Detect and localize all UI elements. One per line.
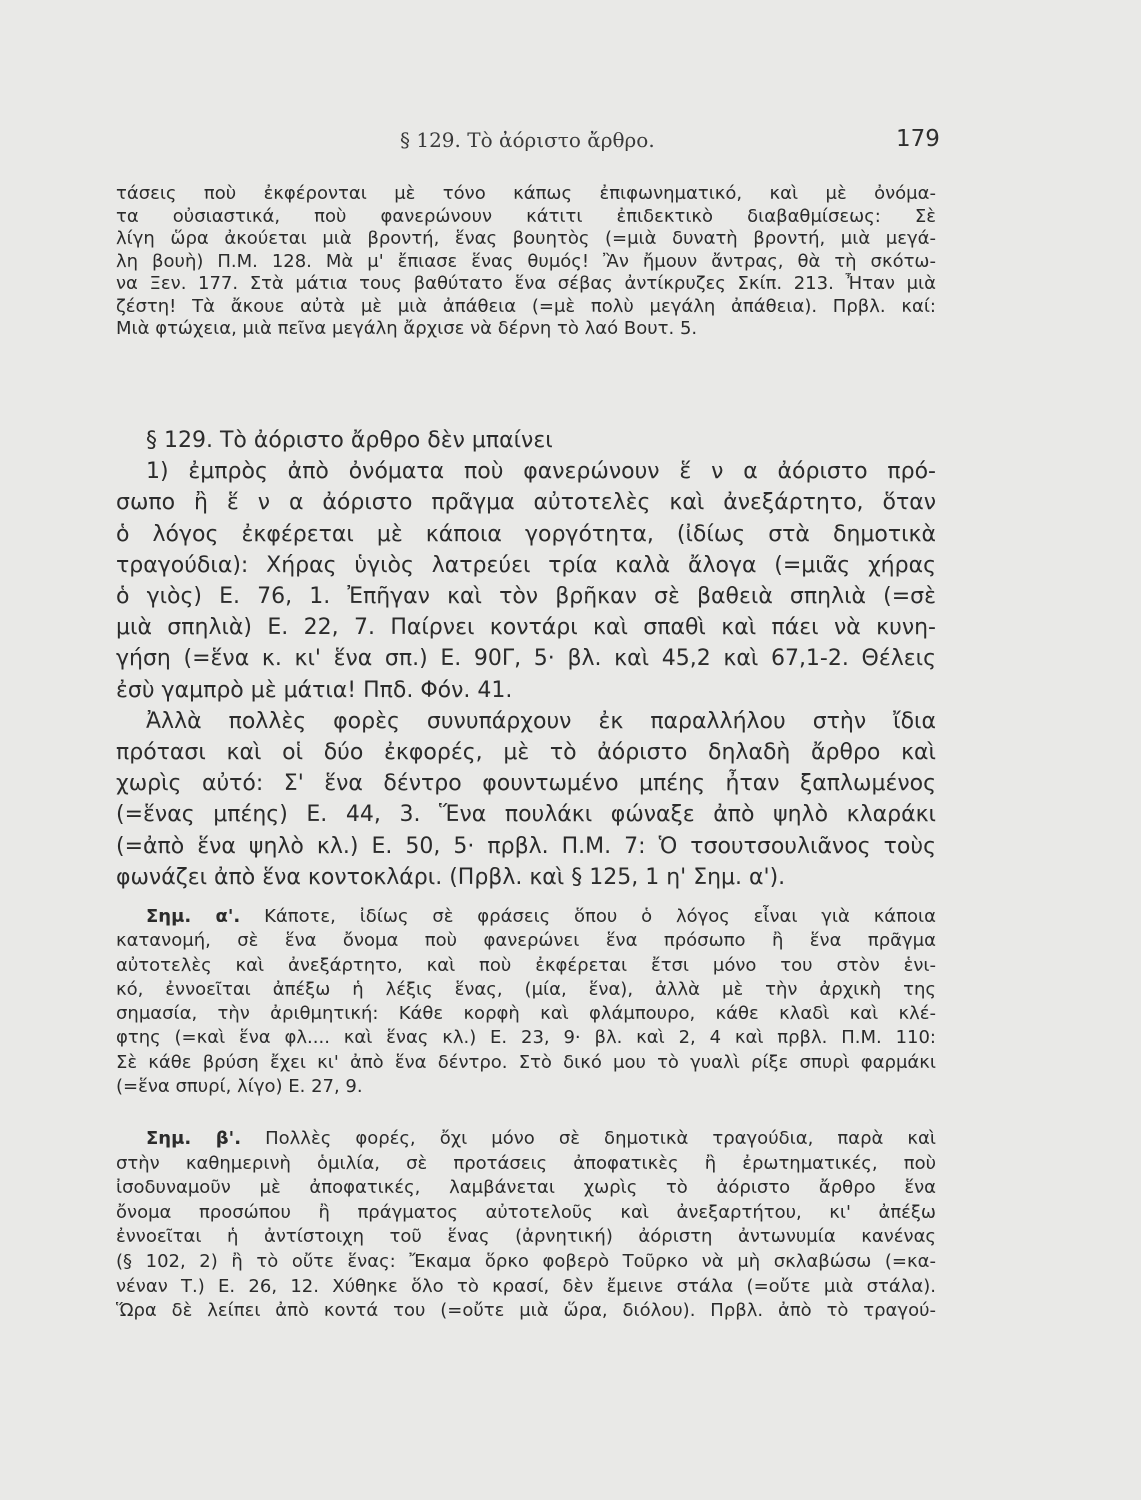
text-line: 1) ἐμπρὸς ἀπὸ ὀνόματα ποὺ φανερώνουν ἕ ν α ἀόριστο πρό- [146, 459, 936, 485]
text-line: ὄνομα προσώπου ἢ πράγματος αὐτοτελοῦς καὶ ἀνεξαρτήτου, κι' ἀπέξω [116, 1201, 936, 1223]
text-line: πρότασι καὶ οἱ δύο ἐκφορές, μὲ τὸ ἀόριστο δηλαδὴ ἄρθρο καὶ [116, 740, 936, 766]
running-header: § 129. Τὸ ἀόριστο ἄρθρο. [400, 128, 655, 152]
note-b-first-text: Πολλὲς φορές, ὄχι μόνο σὲ δημοτικὰ τραγούδια, παρὰ καὶ [265, 1128, 936, 1149]
section-heading [116, 425, 936, 456]
text-line: μιὰ σπηλιὰ) Ε. 22, 7. Παίρνει κοντάρι καὶ σπαθὶ καὶ πάει νὰ κυνη- [116, 615, 936, 641]
text-line: Μιὰ φτώχεια, μιὰ πεῖνα μεγάλη ἄρχισε νὰ δέρνη τὸ λαό Βουτ. 5. [116, 318, 698, 339]
text-line: ἐσὺ γαμπρὸ μὲ μάτια! Ππδ. Φόν. 41. [116, 677, 513, 703]
intro-paragraph [116, 183, 936, 341]
text-line: στὴν καθημερινὴ ὁμιλία, σὲ προτάσεις ἀποφατικὲς ἢ ἐρωτηματικές, ποὺ [116, 1152, 936, 1174]
text-line: ἰσοδυναμοῦν μὲ ἀποφατικές, λαμβάνεται χωρὶς τὸ ἀόριστο ἄρθρο ἕνα [116, 1177, 936, 1199]
note-a [116, 905, 936, 1099]
note-a-label: Σημ. α'. [146, 906, 241, 927]
text-line: (=ἕνα σπυρί, λίγο) Ε. 27, 9. [116, 1076, 363, 1098]
text-line: λίγη ὥρα ἀκούεται μιὰ βροντή, ἕνας βουητὸς (=μιὰ δυνατὴ βροντή, μιὰ μεγά- [116, 228, 936, 249]
text-line: (=ἀπὸ ἕνα ψηλὸ κλ.) Ε. 50, 5· πρβλ. Π.Μ. 7: Ὁ τσουτσουλιᾶνος τοὺς [116, 833, 936, 859]
note-first-line [116, 905, 936, 929]
text-line: Σὲ κάθε βρύση ἔχει κι' ἀπὸ ἕνα δέντρο. Στὸ δικό μου τὸ γυαλὶ ρίξε σπυρὶ φαρμάκι [116, 1051, 936, 1073]
text-line: (=ἕνας μπέης) Ε. 44, 3. Ἕνα πουλάκι φώναξε ἀπὸ ψηλὸ κλαράκι [116, 802, 936, 828]
text-line: τάσεις ποὺ ἐκφέρονται μὲ τόνο κάπως ἐπιφωνηματικό, καὶ μὲ ὀνόμα- [116, 183, 936, 204]
text-line: Ἀλλὰ πολλὲς φορὲς συνυπάρχουν ἐκ παραλλήλου στὴν ἴδια [146, 708, 936, 734]
text-line: ζέστη! Τὰ ἄκουε αὐτὰ μὲ μιὰ ἀπάθεια (=μὲ πολὺ μεγάλη ἀπάθεια). Πρβλ. καί: [116, 295, 936, 317]
note-first-line [116, 1127, 936, 1152]
text-line: σωπο ἢ ἕ ν α ἀόριστο πρᾶγμα αὐτοτελὲς καὶ ἀνεξάρτητο, ὅταν [116, 490, 936, 516]
text-line: αὐτοτελὲς καὶ ἀνεξάρτητο, καὶ ποὺ ἐκφέρεται ἔτσι μόνο του στὸν ἑνι- [116, 954, 936, 976]
text-line: γήση (=ἕνα κ. κι' ἕνα σπ.) Ε. 90Γ, 5· βλ. καὶ 45,2 καὶ 67,1-2. Θέλεις [116, 646, 936, 672]
page-number: 179 [896, 126, 940, 152]
section-number: § 129. [146, 428, 213, 453]
text-line: χωρὶς αὐτό: Σ' ἕνα δέντρο φουντωμένο μπέης ἦταν ξαπλωμένος [116, 771, 936, 797]
note-a-first-text: Κάποτε, ἰδίως σὲ φράσεις ὅπου ὁ λόγος εἶναι γιὰ κάποια [264, 906, 936, 927]
section-129 [116, 425, 936, 893]
text-line: νέναν Τ.) Ε. 26, 12. Χύθηκε ὅλο τὸ κρασί, δὲν ἔμεινε στάλα (=οὔτε μιὰ στάλα). [116, 1275, 936, 1297]
text-line: τα οὐσιαστικά, ποὺ φανερώνουν κάτιτι ἐπιδεκτικὸ διαβαθμίσεως: Σὲ [116, 205, 936, 227]
text-line: (§ 102, 2) ἢ τὸ οὔτε ἕνας: Ἔκαμα ὅρκο φοβερὸ Τοῦρκο νὰ μὴ σκλαβώσω (=κα- [116, 1250, 936, 1272]
note-b-label: Σημ. β'. [146, 1128, 242, 1149]
text-line: τραγούδια): Χήρας ὑγιὸς λατρεύει τρία καλὰ ἄλογα (=μιᾶς χήρας [116, 552, 936, 578]
note-b [116, 1127, 936, 1324]
text-line: φωνάζει ἀπὸ ἕνα κοντοκλάρι. (Πρβλ. καὶ § 125, 1 η' Σημ. α'). [116, 864, 786, 890]
text-line: Ὥρα δὲ λείπει ἀπὸ κοντά του (=οὔτε μιὰ ὥρα, διόλου). Πρβλ. ἀπὸ τὸ τραγού- [116, 1300, 936, 1322]
text-line: λη βουὴ) Π.Μ. 128. Μὰ μ' ἔπιασε ἕνας θυμός! Ἂν ἤμουν ἄντρας, θὰ τὴ σκότω- [116, 250, 936, 272]
text-line: να Ξεν. 177. Στὰ μάτια τους βαθύτατο ἕνα σέβας ἀντίκρυζες Σκίπ. 213. Ἦταν μιὰ [116, 273, 936, 294]
text-line: κατανομή, σὲ ἕνα ὄνομα ποὺ φανερώνει ἕνα πρόσωπο ἢ ἕνα πρᾶγμα [116, 930, 936, 952]
section-heading-text: Τὸ ἀόριστο ἄρθρο δὲν μπαίνει [219, 428, 553, 453]
text-line: σημασία, τὴν ἀριθμητική: Κάθε κορφὴ καὶ φλάμπουρο, κάθε κλαδὶ καὶ κλέ- [116, 1003, 936, 1025]
text-line: φτης (=καὶ ἕνα φλ.... καὶ ἕνας κλ.) Ε. 23, 9· βλ. καὶ 2, 4 καὶ πρβλ. Π.Μ. 110: [116, 1027, 936, 1049]
text-line: ἐννοεῖται ἡ ἀντίστοιχη τοῦ ἕνας (ἀρνητική) ἀόριστη ἀντωνυμία κανένας [116, 1226, 936, 1248]
text-line: κό, ἐννοεῖται ἀπέξω ἡ λέξις ἕνας, (μία, ἕνα), ἀλλὰ μὲ τὴν ἀρχικὴ της [116, 978, 936, 1000]
text-line: ὁ γιὸς) Ε. 76, 1. Ἐπῆγαν καὶ τὸν βρῆκαν σὲ βαθειὰ σπηλιὰ (=σὲ [116, 584, 936, 610]
text-line: ὁ λόγος ἐκφέρεται μὲ κάποια γοργότητα, (ἰδίως στὰ δημοτικὰ [116, 521, 936, 547]
